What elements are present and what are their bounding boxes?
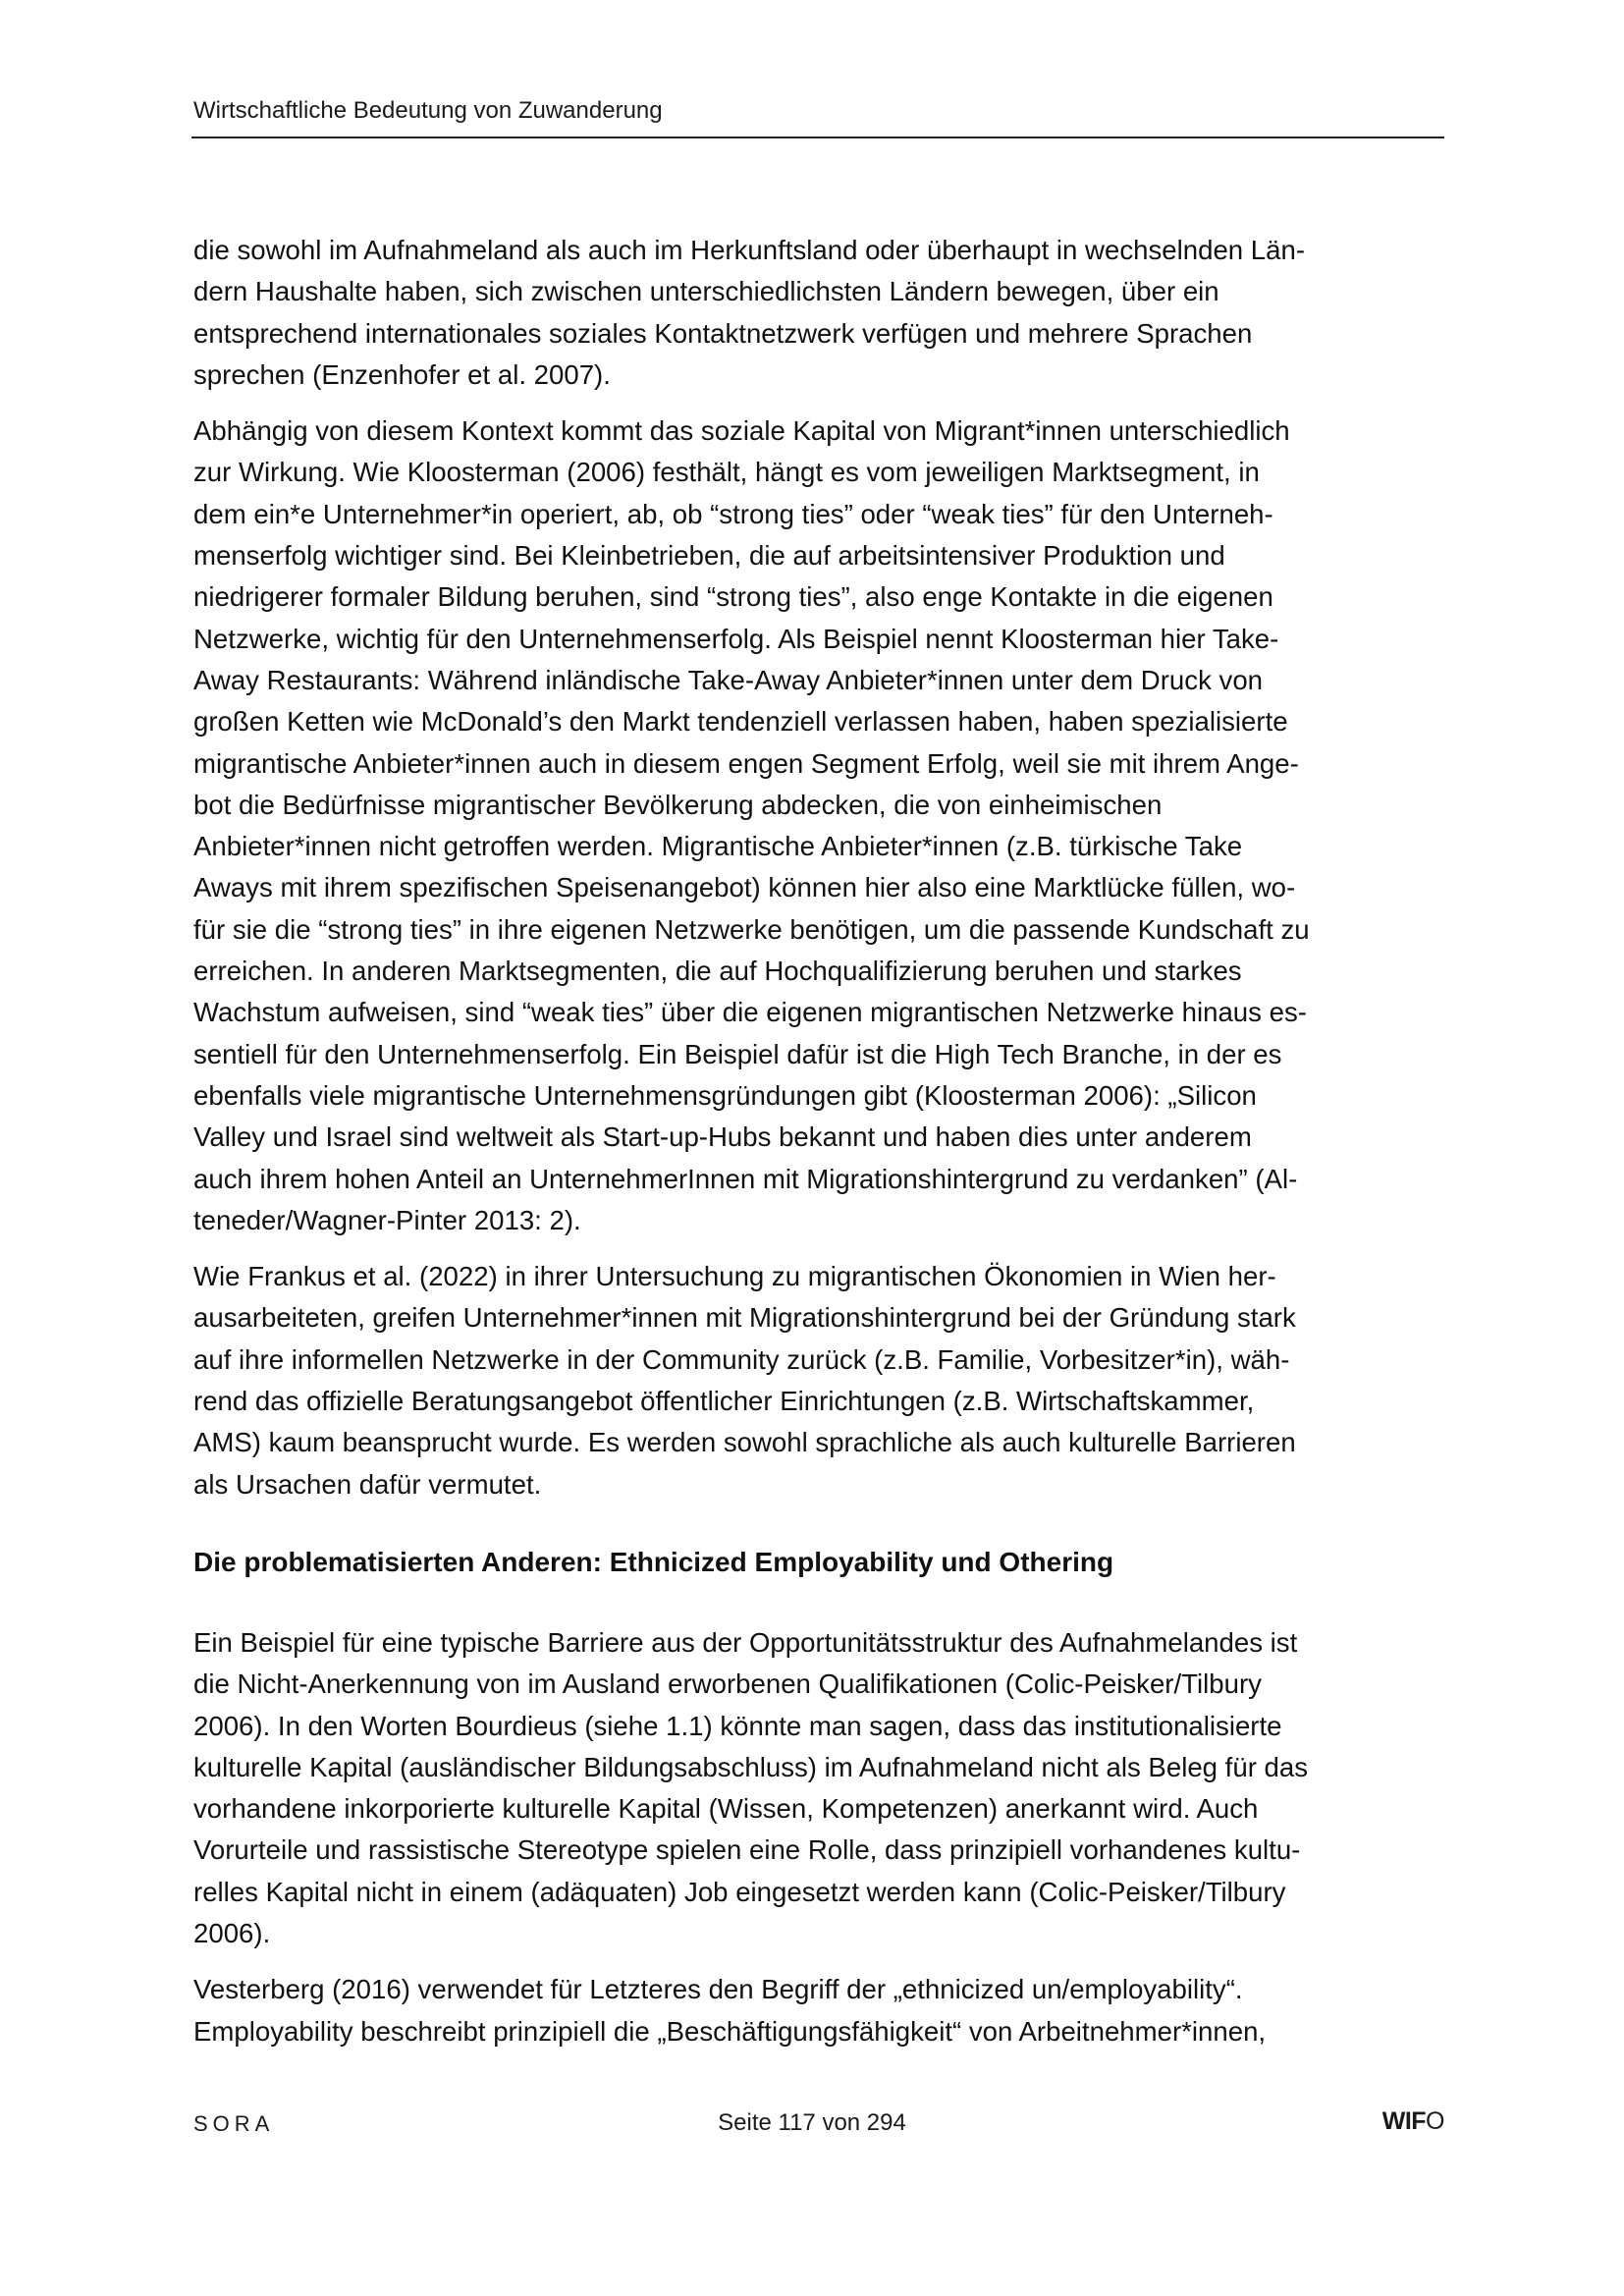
page-number: Seite 117 von 294 xyxy=(718,2109,906,2136)
text-line: bot die Bedürfnisse migrantischer Bevölkerung abdecken, die von einheimischen xyxy=(193,789,1163,820)
text-line: zur Wirkung. Wie Kloosterman (2006) festhält, hängt es vom jeweiligen Marktsegment, in xyxy=(193,457,1260,488)
text-line: ebenfalls viele migrantische Unternehmensgründungen gibt (Kloosterman 2006): „Silicon xyxy=(193,1079,1257,1111)
text-line: dern Haushalte haben, sich zwischen unterschiedlichsten Ländern bewegen, über ein xyxy=(193,276,1219,307)
text-line: Employability beschreibt prinzipiell die „Beschäftigungsfähigkeit“ von Arbeitnehmer*innen, xyxy=(193,2015,1267,2047)
text-line: Wachstum aufweisen, sind “weak ties” über die eigenen migrantischen Netzwerke hinaus es- xyxy=(193,997,1307,1028)
text-line: die sowohl im Aufnahmeland als auch im Herkunftsland oder überhaupt in wechselnden Län- xyxy=(193,235,1306,265)
wifo-logo xyxy=(1382,2107,1444,2136)
text-line: relles Kapital nicht in einem (adäquaten) Job eingesetzt werden kann (Colic-Peisker/Tilbury xyxy=(193,1876,1286,1907)
text-line: teneder/Wagner-Pinter 2013: 2). xyxy=(193,1204,581,1235)
text-line: Anbieter*innen nicht getroffen werden. Migrantische Anbieter*innen (z.B. türkische Take xyxy=(193,831,1243,862)
text-line: als Ursachen dafür vermutet. xyxy=(193,1468,542,1500)
paragraph-5 xyxy=(193,1969,1438,2052)
text-line: Away Restaurants: Während inländische Take-Away Anbieter*innen unter dem Druck von xyxy=(193,664,1264,695)
text-line: auf ihre informellen Netzwerke in der Community zurück (z.B. Familie, Vorbesitzer*in), wäh- xyxy=(193,1343,1290,1375)
logo-text: WIF xyxy=(1381,2107,1427,2135)
text-line: die Nicht-Anerkennung von im Ausland erworbenen Qualifikationen (Colic-Peisker/Tilbury xyxy=(193,1668,1262,1700)
page-content xyxy=(193,230,1438,2067)
text-line: auch ihrem hohen Anteil an UnternehmerInnen mit Migrationshintergrund zu verdanken” (Al- xyxy=(193,1163,1298,1194)
text-line: ausarbeiteten, greifen Unternehmer*innen mit Migrationshintergrund bei der Gründung stark xyxy=(193,1302,1296,1334)
text-line: sentiell für den Unternehmenserfolg. Ein Beispiel dafür ist die High Tech Branche, in der es xyxy=(193,1038,1282,1069)
text-line: Vorurteile und rassistische Stereotype spielen eine Rolle, dass prinzipiell vorhandenes kultu- xyxy=(193,1834,1301,1866)
text-line: erreichen. In anderen Marktsegmenten, die auf Hochqualifizierung beruhen und starkes xyxy=(193,956,1242,987)
section-heading: Die problematisierten Anderen: Ethnicized Employability und Othering xyxy=(193,1546,1114,1577)
text-line: für sie die “strong ties” in ihre eigenen Netzwerke benötigen, um die passende Kundschaft zu xyxy=(193,913,1310,945)
text-line: Wie Frankus et al. (2022) in ihrer Untersuchung zu migrantischen Ökonomien in Wien her- xyxy=(193,1261,1276,1292)
logo-text-o: O xyxy=(1426,2107,1444,2135)
text-line: migrantische Anbieter*innen auch in diesem engen Segment Erfolg, weil sie mit ihrem Ange- xyxy=(193,747,1299,779)
text-line: Vesterberg (2016) verwendet für Letzteres den Begriff der „ethnicized un/employability“. xyxy=(193,1974,1243,2005)
text-line: Ein Beispiel für eine typische Barriere aus der Opportunitätsstruktur des Aufnahmelandes ist xyxy=(193,1626,1298,1658)
header-rule xyxy=(191,137,1444,138)
text-line: Abhängig von diesem Kontext kommt das soziale Kapital von Migrant*innen unterschiedlich xyxy=(193,415,1290,447)
text-line: sprechen (Enzenhofer et al. 2007). xyxy=(193,358,611,390)
text-line: menserfolg wichtiger sind. Bei Kleinbetrieben, die auf arbeitsintensiver Produktion und xyxy=(193,540,1225,572)
paragraph-1 xyxy=(193,230,1438,396)
text-line: vorhandene inkorporierte kulturelle Kapital (Wissen, Kompetenzen) anerkannt wird. Auch xyxy=(193,1793,1259,1825)
text-line: kulturelle Kapital (ausländischer Bildungsabschluss) im Aufnahmeland nicht als Beleg für das xyxy=(193,1751,1309,1782)
text-line: rend das offizielle Beratungsangebot öffentlicher Einrichtungen (z.B. Wirtschaftskammer, xyxy=(193,1386,1255,1417)
running-header: Wirtschaftliche Bedeutung von Zuwanderung xyxy=(193,97,663,124)
text-line: AMS) kaum beansprucht wurde. Es werden sowohl sprachliche als auch kulturelle Barrieren xyxy=(193,1427,1296,1458)
paragraph-2 xyxy=(193,410,1438,1241)
text-line: großen Ketten wie McDonald’s den Markt tendenziell verlassen haben, haben spezialisierte xyxy=(193,706,1288,738)
paragraph-4 xyxy=(193,1622,1438,1954)
text-line: Netzwerke, wichtig für den Unternehmenserfolg. Als Beispiel nennt Kloosterman hier Take- xyxy=(193,623,1279,654)
text-line: 2006). In den Worten Bourdieus (siehe 1.1) könnte man sagen, dass das institutionalisierte xyxy=(193,1710,1282,1741)
text-line: niedrigerer formaler Bildung beruhen, sind “strong ties”, also enge Kontakte in die eigenen xyxy=(193,581,1273,613)
text-line: Aways mit ihrem spezifischen Speisenangebot) können hier also eine Marktlücke füllen, wo- xyxy=(193,872,1296,903)
text-line: entsprechend internationales soziales Kontaktnetzwerk verfügen und mehrere Sprachen xyxy=(193,317,1253,349)
text-line: Valley und Israel sind weltweit als Start-up-Hubs bekannt und haben dies unter anderem xyxy=(193,1121,1252,1153)
footer-org-name: SORA xyxy=(193,2111,275,2136)
text-line: 2006). xyxy=(193,1917,271,1948)
text-line: dem ein*e Unternehmer*in operiert, ab, ob “strong ties” oder “weak ties” für den Unterneh- xyxy=(193,498,1273,529)
paragraph-3 xyxy=(193,1256,1438,1505)
